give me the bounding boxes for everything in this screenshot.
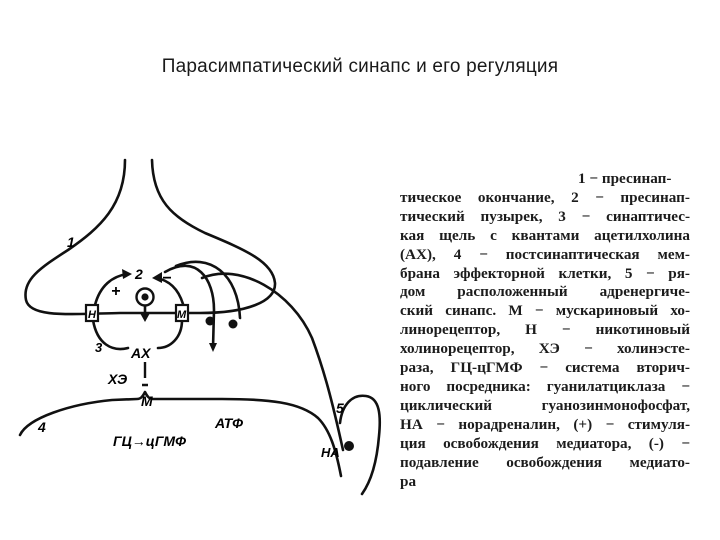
- label-m-receptor: М: [141, 393, 153, 409]
- label-3: 3: [95, 340, 103, 355]
- membrane-dot-1: [206, 317, 215, 326]
- legend-line: (АХ), 4 − постсинаптическая мем-: [400, 245, 690, 263]
- legend-line: дом расположенный адренергиче-: [400, 283, 690, 301]
- label-plus: +: [111, 283, 121, 300]
- cleft-line: [142, 362, 148, 385]
- label-gc-cgmp: ГЦ→цГМФ: [113, 433, 187, 449]
- legend-line: ский синапс. М − мускариновый хо-: [400, 302, 690, 320]
- legend-line: циклический гуанозинмонофосфат,: [400, 396, 690, 414]
- feedback-arc-lower-right: [158, 320, 182, 348]
- label-atf: АТФ: [215, 415, 243, 431]
- legend-line: ция освобождения медиатора, (-) −: [400, 434, 690, 452]
- label-4: 4: [38, 419, 46, 435]
- arrowhead-atf: [209, 343, 217, 352]
- slide-title: Парасимпатический синапс и его регуляция: [161, 56, 559, 77]
- adrenergic-vesicle: [344, 441, 354, 451]
- label-5: 5: [336, 400, 344, 416]
- label-minus: −: [162, 270, 172, 287]
- legend-line: тическое окончание, 2 − пресинап-: [400, 188, 690, 206]
- legend-line: кая щель с квантами ацетилхолина: [400, 226, 690, 244]
- legend-line: 1 − пресинап-: [578, 170, 672, 187]
- label-ax: АХ: [131, 345, 151, 361]
- na-feedback-line-1: [165, 266, 214, 348]
- arrowhead-release: [140, 313, 150, 322]
- membrane-dot-2: [229, 320, 238, 329]
- legend-line: тический пузырек, 3 − синаптичес-: [400, 207, 690, 225]
- legend-line: линорецептор, Н − никотиновый: [400, 321, 690, 339]
- legend-line: ного посредника: гуанилатциклаза −: [400, 377, 690, 395]
- label-m-box: М: [177, 309, 187, 321]
- arrowhead-minus: [152, 272, 162, 283]
- legend-line: НА − норадреналин, (+) − стимуля-: [400, 415, 690, 433]
- legend-line: ра: [400, 472, 417, 490]
- arrowhead-plus: [122, 269, 132, 279]
- label-na: НА: [321, 445, 340, 460]
- legend-line: раза, ГЦ-цГМФ − система вторич-: [400, 359, 690, 377]
- diagram-legend: [400, 170, 690, 491]
- legend-line: холинорецептор, ХЭ − холинэсте-: [400, 340, 690, 358]
- legend-line: брана эффекторной клетки, 5 − ря-: [400, 264, 690, 282]
- synaptic-vesicle: [137, 289, 154, 306]
- legend-line: подавление освобождения медиато-: [400, 453, 690, 471]
- label-2: 2: [135, 266, 143, 282]
- label-1: 1: [67, 234, 75, 250]
- label-h: Н: [88, 309, 96, 321]
- label-xe: ХЭ: [108, 371, 128, 387]
